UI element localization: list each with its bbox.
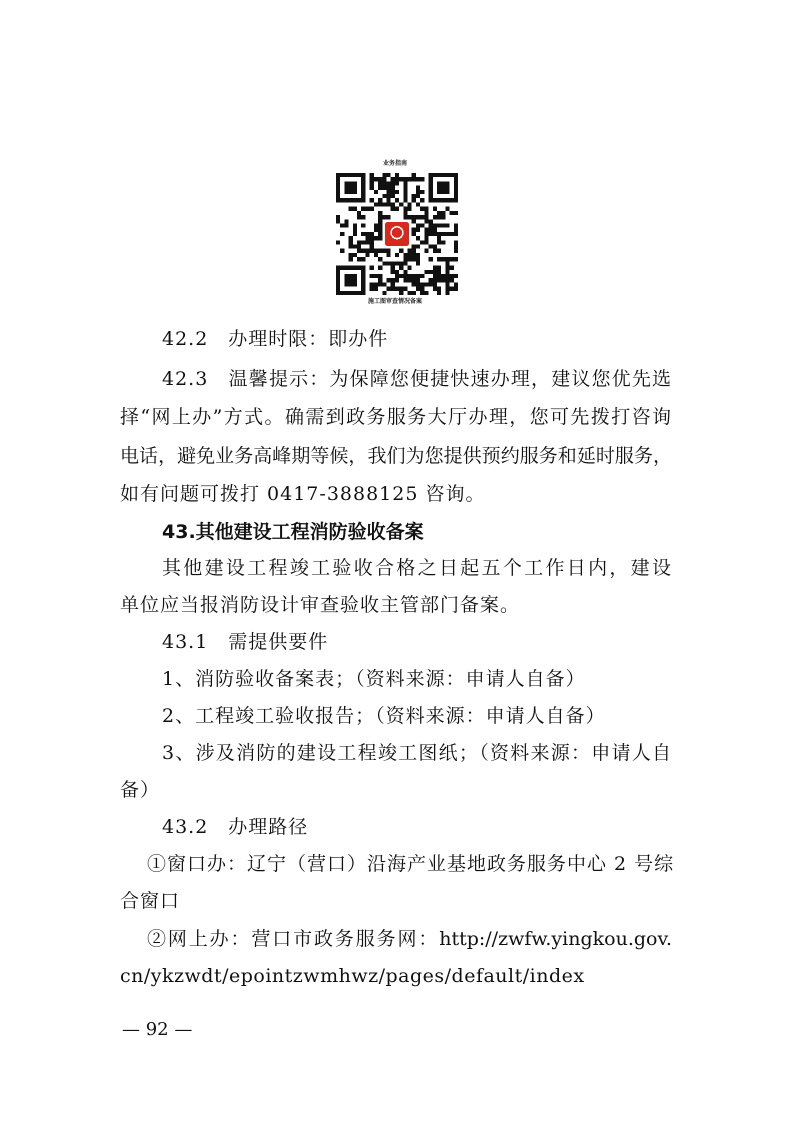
online-option-line-1: ②网上办：营口市政务服务网：http://zwfw.yingkou.gov.: [147, 928, 672, 950]
section-43-intro-2: 单位应当报消防设计审查验收主管部门备案。: [120, 594, 521, 616]
tips-line-2: 择“网上办”方式。确需到政务服务大厅办理，您可先拨打咨询: [120, 406, 672, 428]
online-option-url[interactable]: cn/ykzwdt/epointzwmhwz/pages/default/index: [120, 965, 585, 987]
qr-code-block: [330, 160, 460, 308]
required-doc-3-cont: 备）: [120, 779, 161, 801]
required-doc-1: 1、消防验收备案表；（资料来源：申请人自备）: [162, 668, 586, 690]
tips-line-3: 电话，避免业务高峰期等候，我们为您提供预约服务和延时服务，: [120, 445, 672, 467]
qr-code-image: [336, 172, 458, 296]
tips-line-4: 如有问题可拨打 0417-3888125 咨询。: [120, 483, 486, 505]
section-43-heading: 43.其他建设工程消防验收备案: [162, 521, 424, 543]
processing-time-line: 42.2 办理时限：即办件: [162, 328, 389, 350]
window-option-line-2: 合窗口: [120, 890, 181, 912]
qr-caption-top: 业务指南: [382, 160, 407, 167]
section-43-intro-1: 其他建设工程竣工验收合格之日起五个工作日内，建设: [162, 557, 672, 579]
required-doc-3: 3、涉及消防的建设工程竣工图纸；（资料来源：申请人自: [162, 742, 672, 764]
required-docs-heading: 43.1 需提供要件: [162, 631, 329, 653]
window-option-line-1: ①窗口办：辽宁（营口）沿海产业基地政务服务中心 2 号综: [147, 853, 675, 875]
process-path-heading: 43.2 办理路径: [162, 816, 309, 838]
qr-caption-bottom: 施工图审查情况备案: [367, 298, 422, 305]
tips-line-1: 42.3 温馨提示：为保障您便捷快速办理，建议您优先选: [162, 368, 672, 390]
page-number: — 92 —: [122, 1019, 193, 1040]
required-doc-2: 2、工程竣工验收报告；（资料来源：申请人自备）: [162, 705, 606, 727]
